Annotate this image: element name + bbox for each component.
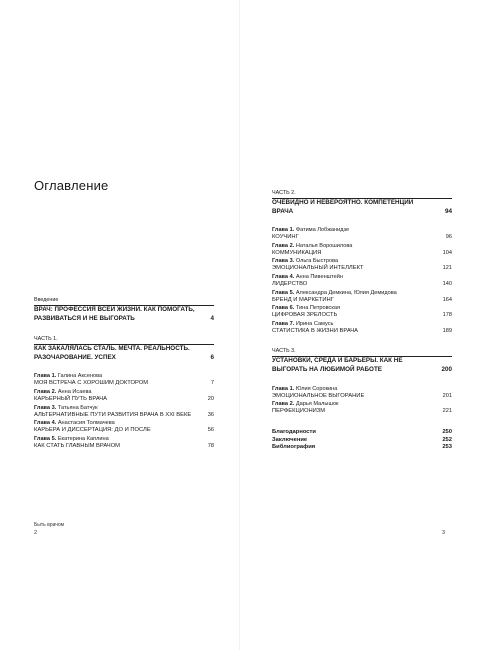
left-page-number: 2 (34, 530, 38, 536)
part1-title-row[interactable] (34, 345, 214, 362)
toc-title: Оглавление (34, 178, 109, 193)
chapter-page: 56 (207, 427, 214, 434)
back-matter-title: Заключение (272, 436, 308, 443)
chapter-page: 140 (442, 280, 452, 287)
chapter-page: 178 (442, 312, 452, 319)
part2-section (272, 190, 452, 335)
chapter-title: КАРЬЕРА И ДИССЕРТАЦИЯ: ДО И ПОСЛЕ (34, 427, 151, 434)
chapter-page: 104 (442, 249, 452, 256)
part3-chapter-2[interactable] (272, 400, 452, 416)
chapter-author: Галина Аксенова (57, 373, 103, 380)
part3-title-row[interactable] (272, 357, 452, 374)
back-matter-acknowledgements[interactable] (272, 429, 452, 437)
chapter-author: Анна Пивенштейн (295, 273, 343, 280)
chapter-author: Тина Петровская (295, 305, 341, 312)
back-matter-section (272, 429, 452, 452)
chapter-page: 36 (207, 411, 214, 418)
chapter-title: КОУЧИНГ (272, 234, 299, 241)
back-matter-page: 253 (442, 444, 452, 451)
chapter-author: Дарья Малышок (295, 401, 339, 408)
left-toc-column (34, 297, 214, 450)
chapter-number: Глава 1. (34, 373, 57, 380)
back-matter-bibliography[interactable] (272, 444, 452, 452)
chapter-title: КОММУНИКАЦИЯ (272, 249, 322, 256)
chapter-number: Глава 7. (272, 320, 295, 327)
chapter-author: Александра Демкина, Юлия Демидова (295, 289, 397, 296)
part2-chapter-1[interactable] (272, 226, 452, 242)
chapter-number: Глава 4. (34, 420, 57, 427)
part3-label: ЧАСТЬ 3. (272, 348, 296, 355)
part2-chapter-7[interactable] (272, 320, 452, 336)
part2-page: 94 (444, 207, 452, 215)
right-page (240, 0, 480, 650)
part1-chapter-1[interactable] (34, 372, 214, 388)
chapter-author: Екатерина Каплина (57, 435, 109, 442)
right-toc-column (272, 190, 452, 452)
chapter-title: АЛЬТЕРНАТИВНЫЕ ПУТИ РАЗВИТИЯ ВРАЧА В XXI ВЕКЕ (34, 411, 192, 418)
chapter-page: 221 (442, 408, 452, 415)
chapter-author: Анастасия Толмачева (57, 420, 115, 427)
chapter-page: 20 (207, 395, 214, 402)
part2-label: ЧАСТЬ 2. (272, 190, 296, 196)
running-footer-book-title: Быть врачом (34, 522, 65, 528)
chapter-number: Глава 3. (272, 258, 295, 265)
chapter-author: Фатима Лобжанидзе (295, 227, 350, 234)
chapter-title: СТАТИСТИКА В ЖИЗНИ ВРАЧА (272, 327, 358, 334)
chapter-number: Глава 5. (34, 435, 57, 442)
chapter-number: Глава 2. (34, 388, 57, 395)
part1-chapter-4[interactable] (34, 419, 214, 435)
intro-page: 4 (210, 314, 214, 322)
part2-chapter-5[interactable] (272, 289, 452, 305)
back-matter-page: 250 (442, 428, 452, 435)
chapter-number: Глава 6. (272, 305, 295, 312)
intro-label: Введение (34, 297, 59, 303)
chapter-page: 96 (445, 234, 452, 241)
chapter-title: КАРЬЕРНЫЙ ПУТЬ ВРАЧА (34, 395, 108, 402)
part1-chapter-3[interactable] (34, 404, 214, 420)
part1-page: 6 (210, 353, 214, 361)
chapter-author: Ольга Быстрова (295, 258, 339, 265)
part2-chapter-3[interactable] (272, 257, 452, 273)
chapter-number: Глава 2. (272, 401, 295, 408)
part3-title: УСТАНОВКИ, СРЕДА И БАРЬЕРЫ. КАК НЕ ВЫГОРАТЬ НА ЛЮБИМОЙ РАБОТЕ (272, 357, 403, 373)
chapter-title: БРЕНД И МАРКЕТИНГ (272, 296, 334, 303)
part3-section (272, 348, 452, 415)
chapter-title: КАК СТАТЬ ГЛАВНЫМ ВРАЧОМ (34, 442, 121, 449)
part1-title: КАК ЗАКАЛЯЛАСЬ СТАЛЬ. МЕЧТА. РЕАЛЬНОСТЬ. РАЗОЧАРОВАНИЕ. УСПЕХ (34, 345, 190, 361)
back-matter-title: Библиография (272, 444, 316, 451)
part1-chapter-5[interactable] (34, 435, 214, 451)
chapter-number: Глава 1. (272, 385, 295, 392)
chapter-page: 7 (210, 380, 214, 387)
part1-section (34, 336, 214, 450)
chapter-title: ЛИДЕРСТВО (272, 280, 308, 287)
chapter-page: 121 (442, 265, 452, 272)
chapter-number: Глава 5. (272, 289, 295, 296)
chapter-title: ЭМОЦИОНАЛЬНЫЙ ИНТЕЛЛЕКТ (272, 265, 364, 272)
chapter-author: Наталья Ворошилова (295, 242, 353, 249)
chapter-number: Глава 4. (272, 273, 295, 280)
chapter-author: Татьяна Батчук (57, 404, 98, 411)
intro-section (34, 297, 214, 323)
intro-title: ВРАЧ: ПРОФЕССИЯ ВСЕЙ ЖИЗНИ. КАК ПОМОГАТЬ, РАЗВИВАТЬСЯ И НЕ ВЫГОРАТЬ (34, 306, 195, 322)
chapter-author: Юлия Сорокина (295, 385, 338, 392)
part2-chapter-2[interactable] (272, 242, 452, 258)
part3-page: 200 (441, 365, 452, 373)
chapter-page: 78 (207, 442, 214, 449)
right-page-number: 3 (442, 530, 446, 536)
chapter-number: Глава 3. (34, 404, 57, 411)
part2-chapter-4[interactable] (272, 273, 452, 289)
part2-chapter-6[interactable] (272, 304, 452, 320)
back-matter-page: 252 (442, 436, 452, 443)
chapter-number: Глава 2. (272, 242, 295, 249)
chapter-author: Ирина Самусь (295, 320, 334, 327)
chapter-title: ЦИФРОВАЯ ЗРЕЛОСТЬ (272, 312, 338, 319)
back-matter-title: Благодарности (272, 428, 316, 435)
part3-chapter-1[interactable] (272, 385, 452, 401)
part2-title: ОЧЕВИДНО И НЕВЕРОЯТНО. КОМПЕТЕНЦИИ ВРАЧА (272, 199, 414, 215)
chapter-page: 189 (442, 327, 452, 334)
part1-chapter-2[interactable] (34, 388, 214, 404)
chapter-author: Анна Исаева (57, 388, 92, 395)
part1-label: ЧАСТЬ 1. (34, 336, 58, 343)
chapter-page: 164 (442, 296, 452, 303)
chapter-title: ПЕРФЕКЦИОНИЗМ (272, 408, 326, 415)
chapter-title: МОЯ ВСТРЕЧА С ХОРОШИМ ДОКТОРОМ (34, 380, 149, 387)
chapter-page: 201 (442, 392, 452, 399)
part2-title-row[interactable] (272, 199, 452, 216)
intro-title-row[interactable] (34, 306, 214, 323)
chapter-title: ЭМОЦИОНАЛЬНОЕ ВЫГОРАНИЕ (272, 392, 365, 399)
chapter-number: Глава 1. (272, 227, 295, 234)
